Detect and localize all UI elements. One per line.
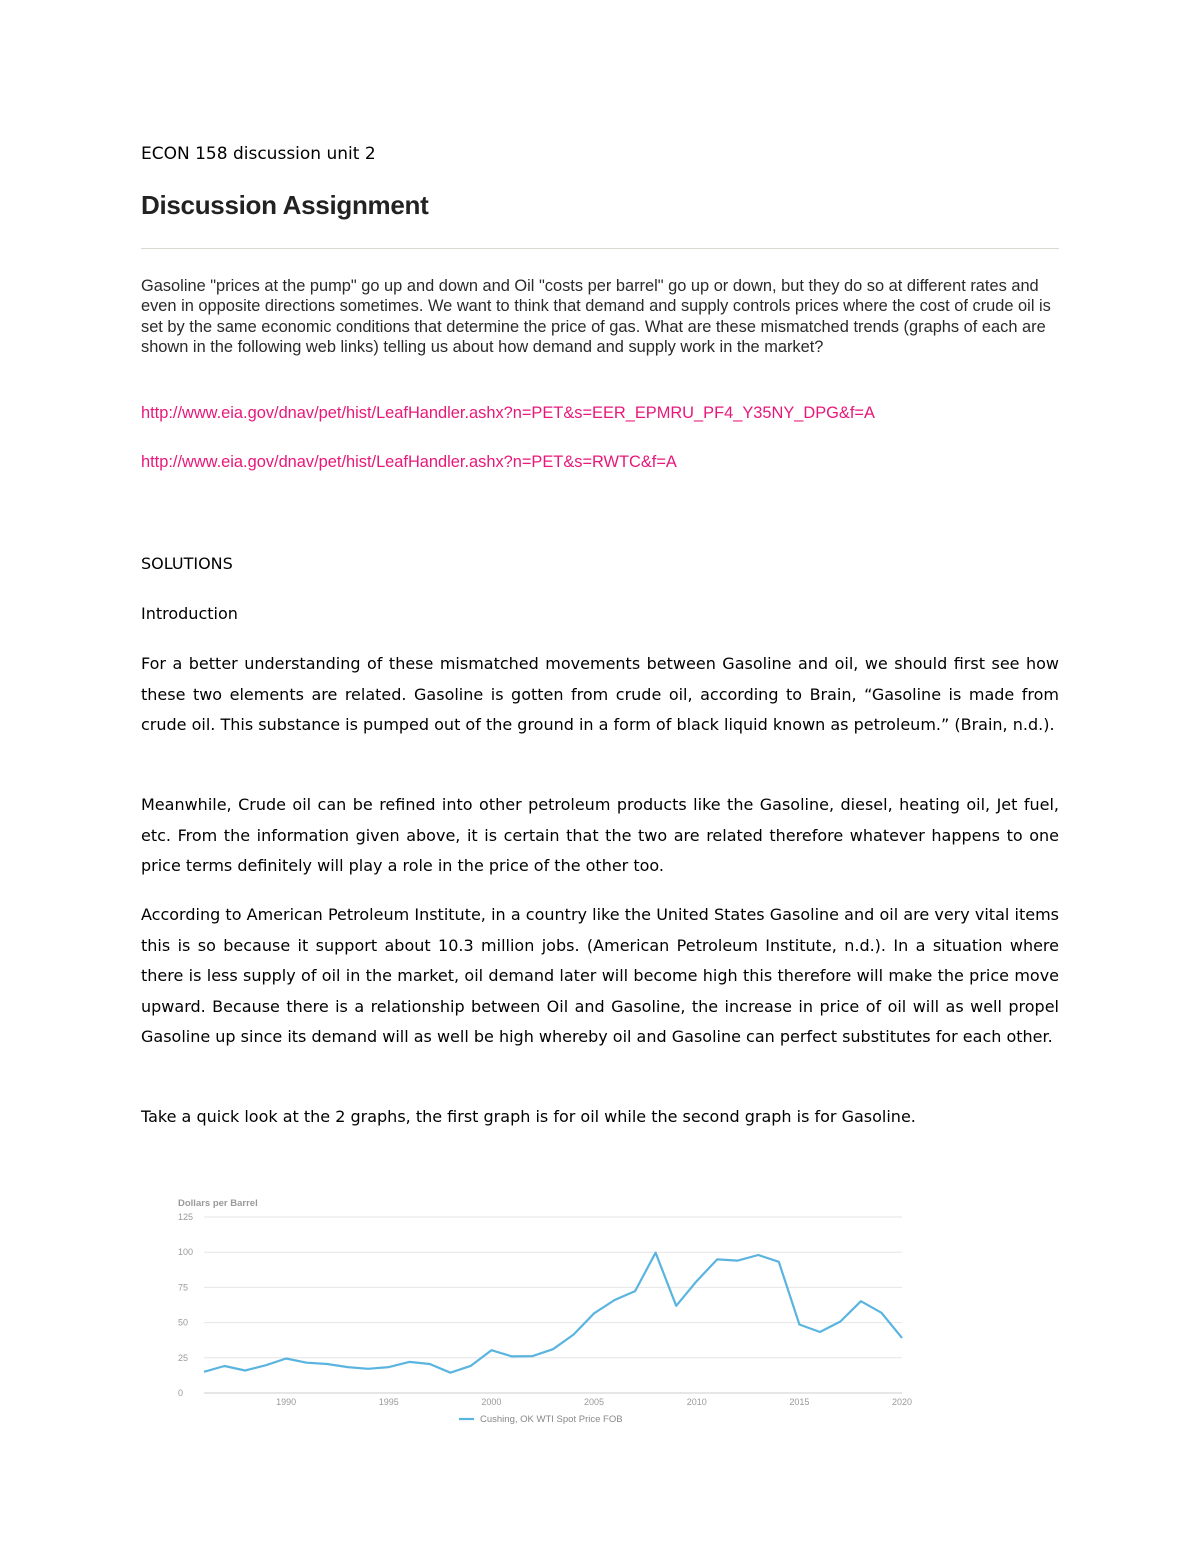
page-title: Discussion Assignment: [141, 190, 429, 220]
y-axis-label: Dollars per Barrel: [178, 1198, 258, 1209]
y-tick-label: 0: [178, 1388, 184, 1398]
x-tick-label: 1990: [276, 1397, 297, 1407]
x-tick-label: 2000: [481, 1397, 502, 1407]
x-tick-label: 2010: [686, 1397, 707, 1407]
eia-oil-link[interactable]: http://www.eia.gov/dnav/pet/hist/LeafHandler.ashx?n=PET&s=RWTC&f=A: [141, 453, 677, 471]
assignment-prompt: Gasoline "prices at the pump" go up and down and Oil "costs per barrel" go up or down, but they do so at different rates and even in opposite directions sometimes. We want to think that demand and supply controls prices where the cost of crude oil is set by the same economic conditions that determine the price of gas. What are these mismatched trends (graphs of each are shown in the following web links) telling us about how demand and supply work in the market?: [141, 277, 1051, 357]
x-tick-label: 2020: [891, 1397, 912, 1407]
series-line-wti: [204, 1253, 902, 1373]
solutions-label: SOLUTIONS: [141, 554, 233, 573]
y-tick-label: 25: [178, 1352, 189, 1363]
chart-legend: [459, 1414, 623, 1425]
paragraph-api: According to American Petroleum Institute, in a country like the United States Gasoline and oil are very vital items this is so because it support about 10.3 million jobs. (American Petroleum Institute, n.d.). In a situation where there is less supply of oil in the market, oil demand later will become high this therefore will make the price move upward. Because there is a relationship between Oil and Gasoline, the increase in price of oil will as well propel Gasoline up since its demand will as well be high whereby oil and Gasoline can perfect substitutes for each other.: [141, 905, 1059, 1046]
x-tick-label: 2005: [584, 1397, 605, 1407]
oil-price-chart: [172, 1190, 912, 1435]
eia-gasoline-link[interactable]: http://www.eia.gov/dnav/pet/hist/LeafHandler.ashx?n=PET&s=EER_EPMRU_PF4_Y35NY_DPG&f=A: [141, 404, 875, 422]
divider: [141, 248, 1059, 249]
legend-label: Cushing, OK WTI Spot Price FOB: [480, 1414, 623, 1425]
x-tick-label: 1995: [378, 1397, 399, 1407]
course-title: ECON 158 discussion unit 2: [141, 144, 376, 164]
x-tick-label: 2015: [789, 1397, 810, 1407]
y-tick-label: 125: [178, 1212, 194, 1222]
paragraph-graphs: Take a quick look at the 2 graphs, the first graph is for oil while the second graph is for Gasoline.: [141, 1107, 916, 1126]
y-tick-label: 75: [178, 1282, 189, 1293]
y-tick-label: 100: [178, 1247, 194, 1258]
y-tick-label: 50: [178, 1317, 189, 1328]
paragraph-refining: Meanwhile, Crude oil can be refined into other petroleum products like the Gasoline, diesel, heating oil, Jet fuel, etc. From the information given above, it is certain that the two are related therefore whatever happens to one price terms definitely will play a role in the price of the other too.: [141, 795, 1059, 875]
introduction-heading: Introduction: [141, 604, 238, 623]
paragraph-intro: For a better understanding of these mismatched movements between Gasoline and oil, we should first see how these two elements are related. Gasoline is gotten from crude oil, according to Brain, “Gasoline is made from crude oil. This substance is pumped out of the ground in a form of black liquid known as petroleum.” (Brain, n.d.).: [141, 654, 1059, 734]
